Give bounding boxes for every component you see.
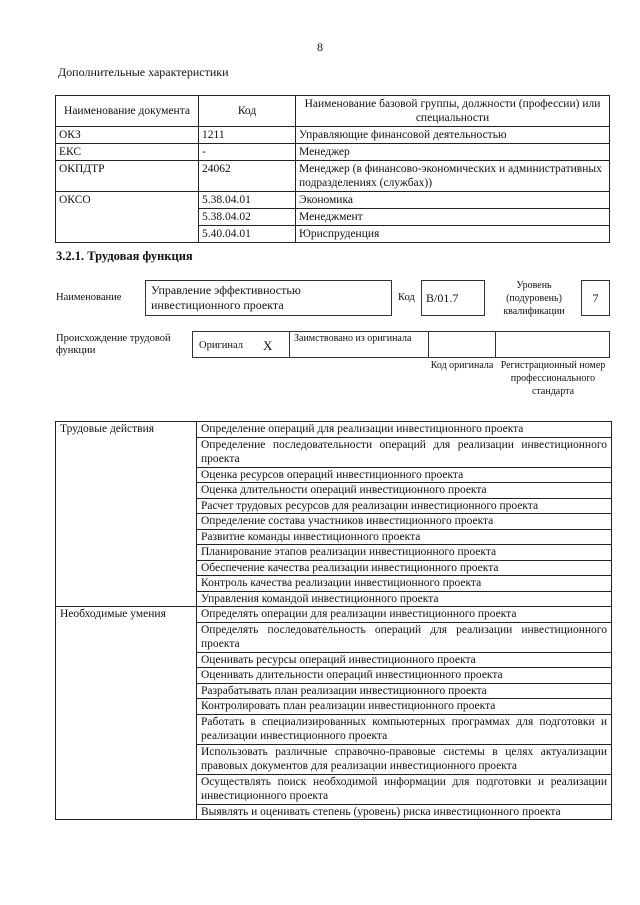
cell-name: Менеджмент (296, 209, 610, 226)
cell-code: 5.38.04.02 (199, 209, 296, 226)
table-row (56, 422, 612, 438)
origin-reg-box (495, 331, 610, 358)
table-row (56, 127, 610, 144)
extra-characteristics-table (55, 95, 610, 243)
action-item: Определение состава участников инвестиционного проекта (197, 514, 612, 530)
header-name: Наименование базовой группы, должности (профессии) или специальности (296, 96, 610, 127)
skill-item: Определять операции для реализации инвестиционного проекта (197, 607, 612, 623)
code-label: Код (398, 292, 415, 303)
action-item: Определение операций для реализации инвестиционного проекта (197, 422, 612, 438)
action-item: Оценка ресурсов операций инвестиционного проекта (197, 467, 612, 483)
cell-doc: ОКСО (56, 192, 199, 243)
skill-item: Оценивать ресурсы операций инвестиционного проекта (197, 652, 612, 668)
action-item: Расчет трудовых ресурсов для реализации инвестиционного проекта (197, 498, 612, 514)
original-mark: X (263, 338, 273, 353)
cell-name: Управляющие финансовой деятельностью (296, 127, 610, 144)
name-label: Наименование (56, 292, 122, 303)
cell-code: 24062 (199, 161, 296, 192)
actions-label: Трудовые действия (56, 422, 197, 607)
header-code: Код (199, 96, 296, 127)
action-item: Определение последовательности операций для реализации инвестиционного проекта (197, 437, 612, 467)
skill-item: Выявлять и оценивать степень (уровень) риска инвестиционного проекта (197, 804, 612, 820)
cell-code: - (199, 144, 296, 161)
function-code-box: B/01.7 (421, 280, 485, 316)
cell-name: Юриспруденция (296, 226, 610, 243)
code-caption: Код оригинала (430, 360, 494, 371)
cell-name: Менеджер (296, 144, 610, 161)
table-row (56, 192, 610, 209)
skill-item: Разрабатывать план реализации инвестиционного проекта (197, 683, 612, 699)
cell-code: 1211 (199, 127, 296, 144)
actions-skills-table (55, 421, 612, 820)
origin-label: Происхождение трудовой функции (56, 333, 171, 356)
origin-borrowed-box: Заимствовано из оригинала (289, 331, 429, 358)
table-row (56, 607, 612, 623)
cell-name: Экономика (296, 192, 610, 209)
skill-item: Осуществлять поиск необходимой информации для подготовки и реализации инвестиционного проекта (197, 774, 612, 804)
origin-code-box (428, 331, 496, 358)
level-label: Уровень (подуровень) квалификации (503, 280, 565, 317)
origin-original-box (192, 331, 290, 358)
skill-item: Контролировать план реализации инвестиционного проекта (197, 699, 612, 715)
level-value-box: 7 (581, 280, 610, 316)
cell-code: 5.38.04.01 (199, 192, 296, 209)
cell-doc: ОКПДТР (56, 161, 199, 192)
page-number: 8 (317, 40, 323, 54)
cell-doc: ОКЗ (56, 127, 199, 144)
function-heading: 3.2.1. Трудовая функция (56, 249, 193, 263)
action-item: Контроль качества реализации инвестиционного проекта (197, 576, 612, 592)
function-name-box: Управление эффективностью инвестиционного проекта (145, 280, 392, 316)
action-item: Обеспечение качества реализации инвестиционного проекта (197, 560, 612, 576)
cell-code: 5.40.04.01 (199, 226, 296, 243)
header-doc: Наименование документа (56, 96, 199, 127)
action-item: Управления командой инвестиционного проекта (197, 591, 612, 607)
action-item: Развитие команды инвестиционного проекта (197, 529, 612, 545)
skill-item: Определять последовательность операций для реализации инвестиционного проекта (197, 622, 612, 652)
skill-item: Оценивать длительности операций инвестиционного проекта (197, 668, 612, 684)
skill-item: Работать в специализированных компьютерных программах для подготовки и реализации инвестиционного проекта (197, 714, 612, 744)
cell-doc: ЕКС (56, 144, 199, 161)
reg-caption: Регистрационный номер профессионального стандарта (500, 360, 606, 397)
table-row (56, 161, 610, 192)
cell-name: Менеджер (в финансово-экономических и административных подразделениях (службах)) (296, 161, 610, 192)
section-title: Дополнительные характеристики (58, 65, 229, 79)
action-item: Планирование этапов реализации инвестиционного проекта (197, 545, 612, 561)
skills-label: Необходимые умения (56, 607, 197, 820)
action-item: Оценка длительности операций инвестиционного проекта (197, 483, 612, 499)
skill-item: Использовать различные справочно-правовые системы в целях актуализации правовых документов для реализации инвестиционного проекта (197, 744, 612, 774)
table-header-row (56, 96, 610, 127)
table-row (56, 144, 610, 161)
original-label: Оригинал (199, 340, 243, 351)
